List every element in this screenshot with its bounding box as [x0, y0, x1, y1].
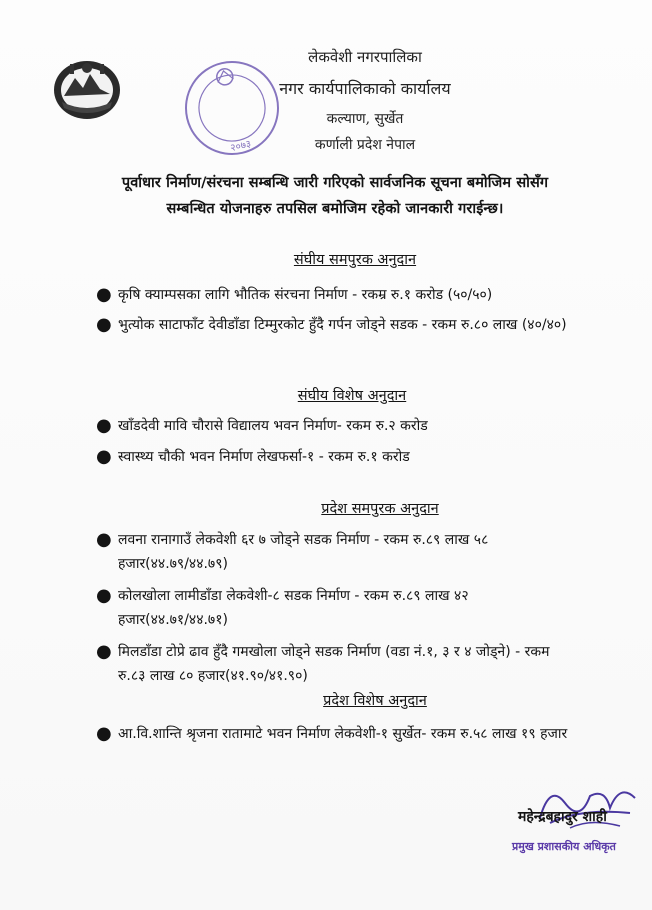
office-name: नगर कार्यपालिकाको कार्यालय: [279, 79, 451, 98]
bullet-icon: ●: [96, 284, 112, 305]
notice-intro-line-1: पूर्वाधार निर्माण/संरचना सम्बन्धि जारी गरिएको सार्वजनिक सूचना बमोजिम सोसँग: [121, 175, 549, 191]
list-item: [96, 414, 616, 438]
signatory-title-stamp: [512, 835, 652, 857]
signatory-title: प्रमुख प्रशासकीय अधिकृत: [512, 840, 616, 853]
bullet-icon: ●: [96, 641, 112, 662]
list-item-text: खाँडदेवी मावि चौरासे विद्यालय भवन निर्माण- रकम रु.२ करोड: [118, 418, 428, 434]
office-province: कर्णाली प्रदेश नेपाल: [314, 137, 416, 153]
list-item-text-cont: हजार(४४.७१/४४.७१): [118, 612, 228, 628]
bullet-icon: ●: [96, 529, 112, 550]
list-item: [96, 445, 616, 469]
list-item: [96, 584, 616, 632]
list-item: [96, 313, 616, 337]
list-item-text: स्वास्थ्य चौकी भवन निर्माण लेखफर्सा-१ - रकम रु.१ करोड: [118, 449, 410, 465]
stamp-year: २०७३: [229, 138, 253, 155]
bullet-icon: ●: [96, 723, 112, 744]
bullet-icon: ●: [96, 585, 112, 606]
section-heading: संघीय विशेष अनुदान: [297, 388, 407, 404]
nepal-emblem-icon: [50, 56, 124, 122]
office-address: कल्याण, सुर्खेत: [326, 111, 404, 127]
signatory-name: महेन्द्रबहादुर शाही: [518, 809, 607, 825]
list-item: [96, 528, 616, 576]
list-item-text: कोलखोला लामीडाँडा लेकवेशी-८ सडक निर्माण - रकम रु.८९ लाख ४२: [118, 588, 469, 604]
list-item-text: आ.वि.शान्ति श्रृजना रातामाटे भवन निर्माण लेकवेशी-१ सुर्खेत- रकम रु.५८ लाख १९ हजार: [118, 726, 568, 742]
bullet-icon: ●: [96, 314, 112, 335]
bullet-icon: ●: [96, 446, 112, 467]
list-item-text-cont: रु.८३ लाख ८० हजार(४१.९०/४१.९०): [118, 668, 308, 684]
notice-intro-line-2: सम्बन्धित योजनाहरु तपसिल बमोजिम रहेको जानकारी गराईन्छ।: [166, 201, 504, 217]
list-item-text: भुत्योक साटाफाँट देवीडाँडा टिम्मुरकोट हुँदै गर्पन जोड्ने सडक - रकम रु.८० लाख (४०/४०): [118, 317, 567, 333]
bullet-icon: ●: [96, 415, 112, 436]
list-item: [96, 283, 616, 307]
list-item: [96, 722, 616, 746]
list-item-text: मिलडाँडा टोप्रे ढाव हुँदै गमखोला जोड्ने सडक निर्माण (वडा नं.१, ३ र ४ जोड्ने) - रकम: [118, 644, 550, 660]
section-heading: संघीय समपुरक अनुदान: [293, 252, 417, 268]
section-heading: प्रदेश विशेष अनुदान: [323, 693, 427, 709]
notice-intro: [60, 170, 610, 222]
section-heading: प्रदेश समपुरक अनुदान: [321, 501, 439, 517]
list-item: [96, 640, 616, 688]
list-item-text-cont: हजार(४४.७९/४४.७९): [118, 556, 228, 572]
municipality-name: लेकवेशी नगरपालिका: [308, 48, 422, 66]
list-item-text: लवना रानागाउँ लेकवेशी ६र ७ जोड्ने सडक निर्माण - रकम रु.८९ लाख ५८: [118, 532, 489, 548]
list-item-text: कृषि क्याम्पसका लागि भौतिक संरचना निर्माण - रकम्र रु.१ करोड (५०/५०): [118, 287, 493, 303]
